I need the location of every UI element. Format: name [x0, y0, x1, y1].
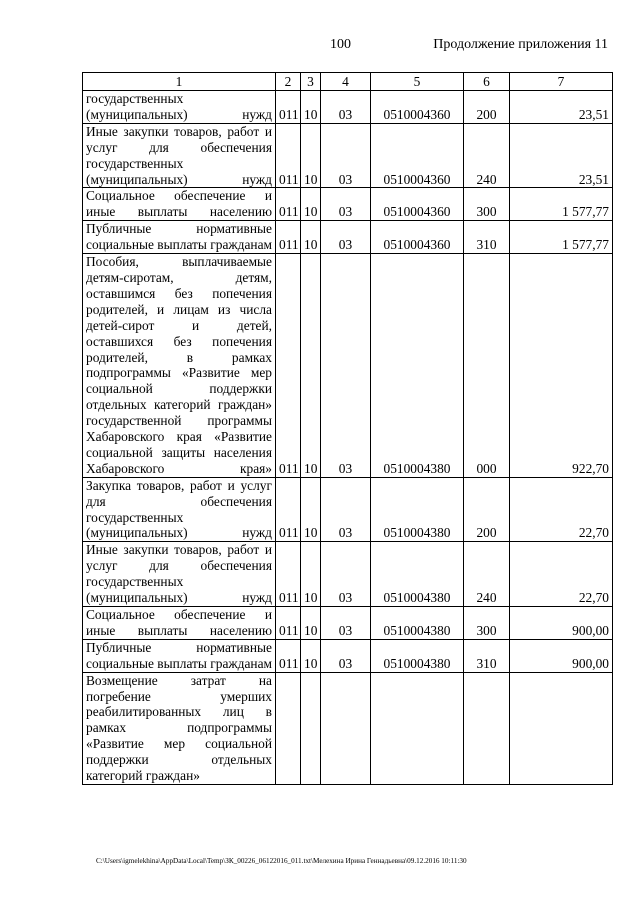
table-row	[83, 221, 613, 254]
section-cell: 10	[301, 254, 321, 478]
expense-type-cell: 300	[464, 188, 510, 221]
table-row	[83, 672, 613, 784]
budget-table	[82, 72, 613, 785]
column-header: 6	[464, 73, 510, 91]
item-name-cell: государственных (муниципальных) нужд	[83, 91, 276, 124]
code-cell: 011	[276, 221, 301, 254]
expense-type-cell: 300	[464, 607, 510, 640]
table-row	[83, 639, 613, 672]
amount-cell: 1 577,77	[510, 188, 613, 221]
expense-type-cell: 000	[464, 254, 510, 478]
subsection-cell: 03	[321, 254, 371, 478]
amount-cell: 23,51	[510, 91, 613, 124]
amount-cell: 22,70	[510, 477, 613, 542]
code-cell: 011	[276, 91, 301, 124]
code-cell	[276, 672, 301, 784]
section-cell: 10	[301, 639, 321, 672]
table-row	[83, 188, 613, 221]
column-header: 4	[321, 73, 371, 91]
code-cell: 011	[276, 639, 301, 672]
subsection-cell: 03	[321, 188, 371, 221]
target-article-cell: 0510004380	[371, 254, 464, 478]
code-cell: 011	[276, 607, 301, 640]
code-cell: 011	[276, 542, 301, 607]
subsection-cell: 03	[321, 639, 371, 672]
table-row	[83, 607, 613, 640]
amount-cell	[510, 672, 613, 784]
table-body	[83, 91, 613, 785]
expense-type-cell: 200	[464, 477, 510, 542]
table-row	[83, 91, 613, 124]
item-name-cell: Пособия, выплачиваемые детям-сиротам, детям, оставшимся без попечения родителей, и лицам из числа детей-сирот и детей, оставшихся без попечения родителей, в рамках подпрограммы «Развитие мер социальной поддержки отдельных категорий граждан» государственной программы Хабаровского края «Развитие социальной защиты населения Хабаровского края»	[83, 254, 276, 478]
amount-cell: 1 577,77	[510, 221, 613, 254]
column-header: 2	[276, 73, 301, 91]
subsection-cell: 03	[321, 542, 371, 607]
column-header: 1	[83, 73, 276, 91]
expense-type-cell: 240	[464, 123, 510, 188]
expense-type-cell: 240	[464, 542, 510, 607]
item-name-cell: Социальное обеспечение и иные выплаты населению	[83, 607, 276, 640]
item-name-cell: Социальное обеспечение и иные выплаты населению	[83, 188, 276, 221]
target-article-cell: 0510004380	[371, 477, 464, 542]
item-name-cell: Иные закупки товаров, работ и услуг для обеспечения государственных (муниципальных) нужд	[83, 542, 276, 607]
column-header: 5	[371, 73, 464, 91]
table-row	[83, 254, 613, 478]
item-name-cell: Иные закупки товаров, работ и услуг для обеспечения государственных (муниципальных) нужд	[83, 123, 276, 188]
expense-type-cell: 310	[464, 639, 510, 672]
file-path-footer: C:\Users\igmelekhina\AppData\Local\Temp\ЗК_00226_06122016_011.txt\Мелехина Ирина Геннадьевна\09.12.2016 10:11:30	[96, 857, 467, 865]
page-caption: Продолжение приложения 11	[433, 37, 608, 52]
code-cell: 011	[276, 477, 301, 542]
header-row	[83, 73, 613, 91]
amount-cell: 22,70	[510, 542, 613, 607]
code-cell: 011	[276, 188, 301, 221]
subsection-cell: 03	[321, 607, 371, 640]
section-cell: 10	[301, 477, 321, 542]
column-header: 7	[510, 73, 613, 91]
table-row	[83, 542, 613, 607]
item-name-cell: Возмещение затрат на погребение умерших реабилитированных лиц в рамках подпрограммы «Развитие мер социальной поддержки отдельных категорий граждан»	[83, 672, 276, 784]
code-cell: 011	[276, 254, 301, 478]
target-article-cell: 0510004360	[371, 91, 464, 124]
section-cell: 10	[301, 91, 321, 124]
subsection-cell: 03	[321, 123, 371, 188]
item-name-cell: Закупка товаров, работ и услуг для обеспечения государственных (муниципальных) нужд	[83, 477, 276, 542]
target-article-cell: 0510004380	[371, 607, 464, 640]
amount-cell: 23,51	[510, 123, 613, 188]
amount-cell: 900,00	[510, 639, 613, 672]
target-article-cell: 0510004380	[371, 542, 464, 607]
target-article-cell	[371, 672, 464, 784]
subsection-cell: 03	[321, 221, 371, 254]
item-name-cell: Публичные нормативные социальные выплаты гражданам	[83, 221, 276, 254]
section-cell: 10	[301, 123, 321, 188]
section-cell: 10	[301, 188, 321, 221]
column-header: 3	[301, 73, 321, 91]
expense-type-cell	[464, 672, 510, 784]
expense-type-cell: 310	[464, 221, 510, 254]
item-name-cell: Публичные нормативные социальные выплаты гражданам	[83, 639, 276, 672]
page-number: 100	[330, 37, 351, 52]
subsection-cell	[321, 672, 371, 784]
section-cell: 10	[301, 542, 321, 607]
section-cell: 10	[301, 607, 321, 640]
section-cell	[301, 672, 321, 784]
target-article-cell: 0510004360	[371, 188, 464, 221]
table-row	[83, 477, 613, 542]
target-article-cell: 0510004360	[371, 123, 464, 188]
section-cell: 10	[301, 221, 321, 254]
table-row	[83, 123, 613, 188]
amount-cell: 922,70	[510, 254, 613, 478]
subsection-cell: 03	[321, 91, 371, 124]
subsection-cell: 03	[321, 477, 371, 542]
expense-type-cell: 200	[464, 91, 510, 124]
target-article-cell: 0510004380	[371, 639, 464, 672]
target-article-cell: 0510004360	[371, 221, 464, 254]
amount-cell: 900,00	[510, 607, 613, 640]
code-cell: 011	[276, 123, 301, 188]
